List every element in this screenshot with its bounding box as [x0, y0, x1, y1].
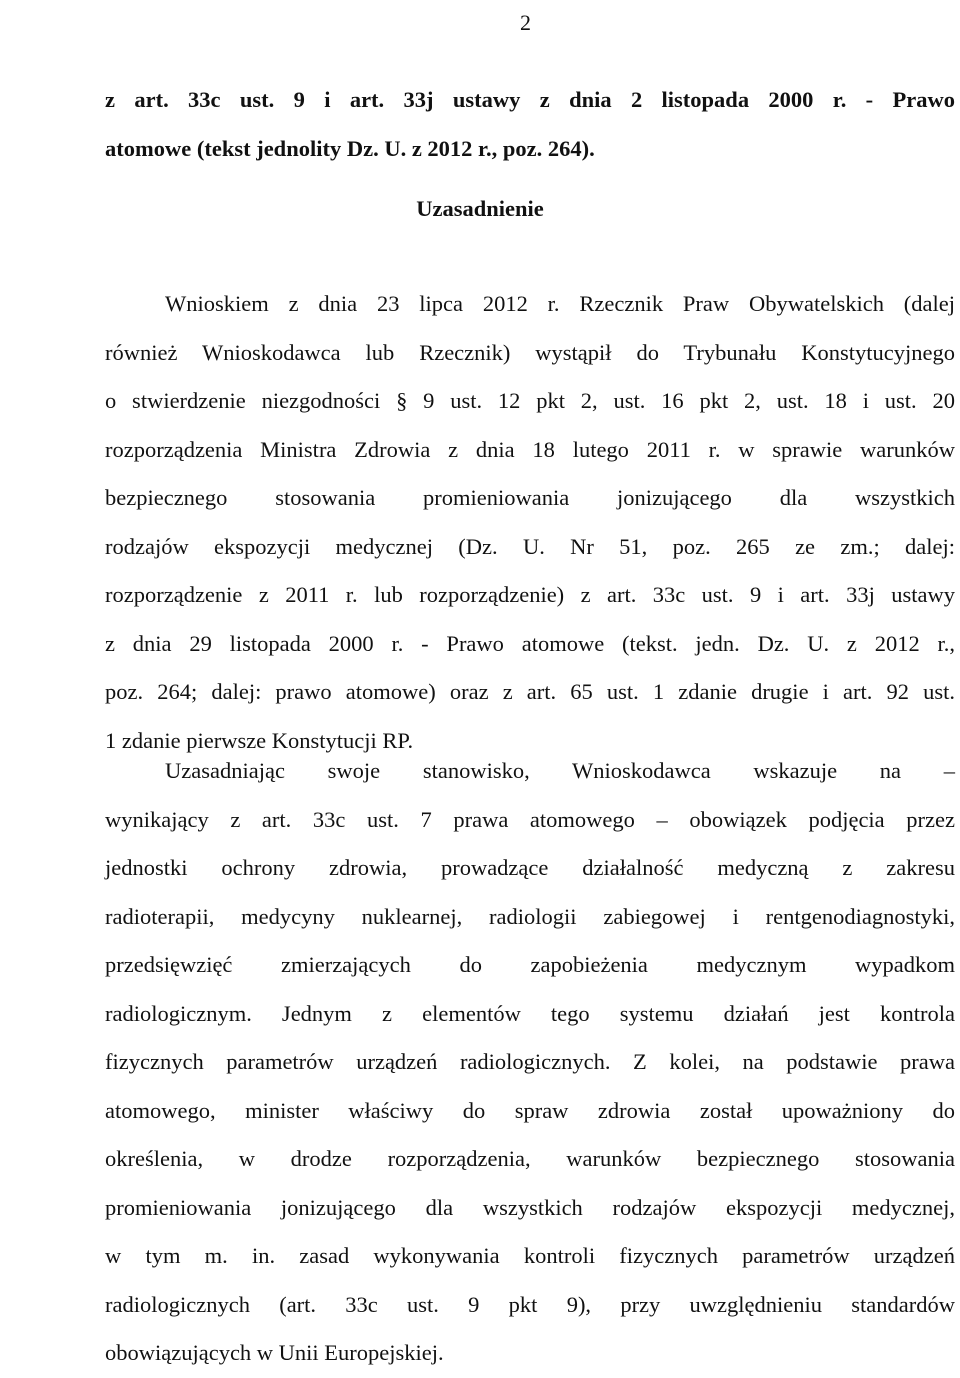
intro-line: z art. 33c ust. 9 i art. 33j ustawy z dnia 2 listopada 2000 r. - Prawo — [105, 87, 955, 112]
paragraph-line: w tym m. in. zasad wykonywania kontroli fizycznych parametrów urządzeń — [105, 1243, 955, 1268]
paragraph-line: radiologicznych (art. 33c ust. 9 pkt 9), przy uwzględnieniu standardów — [105, 1291, 955, 1317]
paragraph-1 — [105, 280, 955, 765]
paragraph-line: radioterapii, medycyny nuklearnej, radiologii zabiegowej i rentgenodiagnostyki, — [105, 903, 955, 929]
intro-text — [105, 76, 955, 173]
paragraph-line: promieniowania jonizującego dla wszystkich rodzajów ekspozycji medycznej, — [105, 1194, 955, 1220]
paragraph-line: obowiązujących w Unii Europejskiej. — [105, 1340, 444, 1365]
paragraph-line: wynikający z art. 33c ust. 7 prawa atomowego – obowiązek podjęcia przez — [105, 806, 955, 832]
paragraph-line: poz. 264; dalej: prawo atomowe) oraz z art. 65 ust. 1 zdanie drugie i art. 92 ust. — [105, 679, 955, 704]
paragraph-line: przedsięwzięć zmierzających do zapobieżenia medycznym wypadkom — [105, 952, 955, 977]
paragraph-line: Uzasadniając swoje stanowisko, Wnioskodawca wskazuje na – — [165, 758, 955, 783]
paragraph-line: również Wnioskodawca lub Rzecznik) wystąpił do Trybunału Konstytucyjnego — [105, 339, 955, 365]
section-heading: Uzasadnienie — [416, 196, 544, 221]
paragraph-line: rozporządzenie z 2011 r. lub rozporządzenie) z art. 33c ust. 9 i art. 33j ustawy — [105, 582, 955, 607]
paragraph-line: określenia, w drodze rozporządzenia, warunków bezpiecznego stosowania — [105, 1146, 955, 1171]
intro-line: atomowe (tekst jednolity Dz. U. z 2012 r., poz. 264). — [105, 135, 595, 161]
paragraph-line: 1 zdanie pierwsze Konstytucji RP. — [105, 727, 414, 753]
paragraph-line: fizycznych parametrów urządzeń radiologicznych. Z kolei, na podstawie prawa — [105, 1049, 955, 1074]
page-number: 2 — [520, 10, 531, 35]
paragraph-2 — [105, 747, 955, 1378]
paragraph-line: o stwierdzenie niezgodności § 9 ust. 12 pkt 2, ust. 16 pkt 2, ust. 18 i ust. 20 — [105, 388, 955, 413]
paragraph-line: Wnioskiem z dnia 23 lipca 2012 r. Rzecznik Praw Obywatelskich (dalej — [165, 291, 955, 316]
paragraph-line: bezpiecznego stosowania promieniowania jonizującego dla wszystkich — [105, 485, 955, 510]
paragraph-line: jednostki ochrony zdrowia, prowadzące działalność medyczną z zakresu — [105, 855, 955, 880]
paragraph-line: rodzajów ekspozycji medycznej (Dz. U. Nr 51, poz. 265 ze zm.; dalej: — [105, 533, 955, 559]
paragraph-line: atomowego, minister właściwy do spraw zdrowia został upoważniony do — [105, 1097, 955, 1123]
paragraph-line: radiologicznym. Jednym z elementów tego systemu działań jest kontrola — [105, 1000, 955, 1026]
paragraph-line: z dnia 29 listopada 2000 r. - Prawo atomowe (tekst. jedn. Dz. U. z 2012 r., — [105, 630, 955, 656]
paragraph-line: rozporządzenia Ministra Zdrowia z dnia 18 lutego 2011 r. w sprawie warunków — [105, 436, 955, 462]
